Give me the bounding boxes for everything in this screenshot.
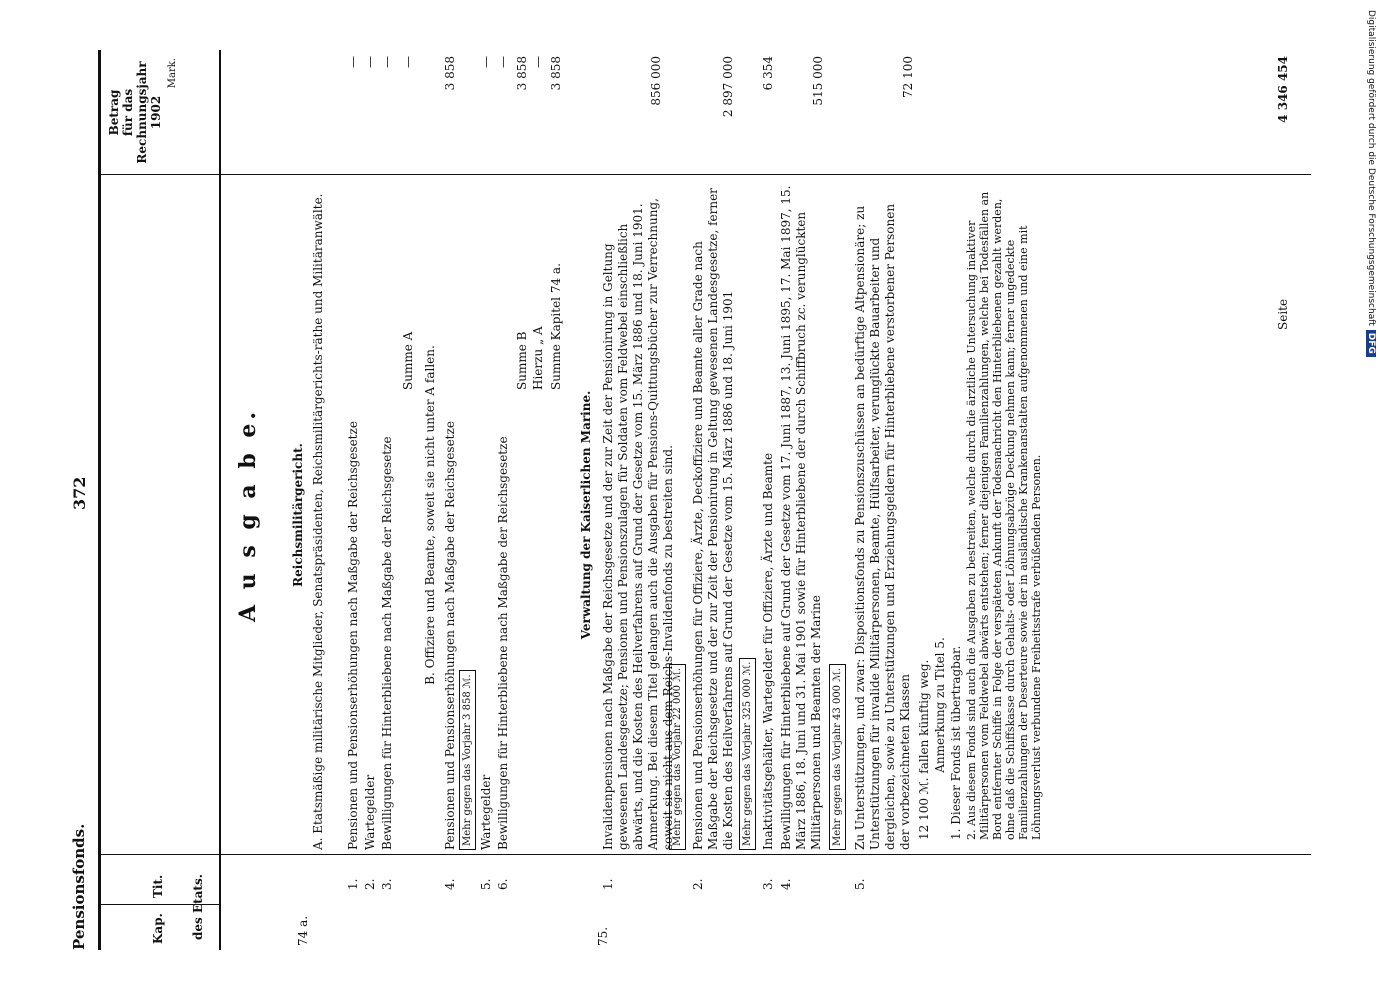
- ledger-table: [98, 50, 1311, 950]
- ledger-row-text: Pensionen und Pensionserhöhungen nach Maßgabe der Reichsgesetze: [346, 421, 360, 850]
- summe-a-label: Summe A: [401, 331, 415, 390]
- tit-number: 2.: [691, 878, 705, 890]
- running-header: Pensionsfonds.: [70, 823, 88, 950]
- tit-number: 4.: [779, 878, 793, 890]
- anmerkung-item: 1. Dieser Fonds ist übertragbar.: [949, 645, 963, 840]
- kap-tit-header: [101, 855, 221, 950]
- summe-b-label: Summe B: [515, 331, 529, 390]
- tit-number: 2.: [363, 878, 377, 890]
- dfg-note: Digitalisierung gefördert durch die Deutsche Forschungsgemeinschaft: [1366, 10, 1376, 326]
- description-header: [101, 175, 221, 855]
- amount-header-year: 1902: [149, 95, 163, 130]
- tit-number: 3.: [380, 878, 394, 890]
- divider: [101, 854, 1311, 855]
- amount-unit: Mark.: [167, 58, 178, 89]
- ledger-row-text: Invalidenpensionen nach Maßgabe der Reichsgesetze und der zur Zeit der Pensionirung in Geltung gewesenen Landesgesetze; Pensionen und Pensionszulagen für Soldaten vom Feldwebel einschließlich abwärts, und die Kosten des Heilverfahrens auf Grund der Gesetze vom 15. März 1886 und 18. Juni 1901. Anmerkung. Bei diesem Titel gelangen auch die Ausgaben für Pensions-Quittungsbücher zur Verrechnung, soweit sie nicht aus dem Reichs-Invalidenfonds zu bestreiten sind.: [601, 198, 675, 850]
- seite-label: Seite: [1276, 298, 1290, 330]
- section-74a-heading: Reichsmilitärgericht.: [291, 443, 305, 587]
- summe-a-amount: —: [401, 56, 415, 68]
- dfg-sidebar: [1360, 10, 1378, 430]
- anmerkung-item: 2. Aus diesem Fonds sind auch die Ausgaben zu bestreiten, welche durch die ärztliche Untersuchung inaktiver Militärpersonen vom Feldwebel abwärts entstehen; ferner diejenigen Familienzahlungen, welche bei Todesfällen an Bord entfernter Schiffe in Folge der verspäteten Ankunft der Todesnachricht den Hinterbliebenen gezahlt werden, ohne daß die Schiffskasse durch Gehalts- oder Löhnungsabzüge Deckung nehmen kann; ferner ungedeckte Familienzahlungen der Deserteure sowie der in ausländische Krankenanstalten aufgenommenen und eine mit Löhnungsverlust verbundene Freiheitsstrafe verbüßenden Personen.: [965, 191, 1043, 840]
- ledger-note: Mehr gegen das Vorjahr 22 000 ℳ.: [669, 664, 686, 850]
- ledger-row-amount: 856 000: [649, 56, 663, 106]
- kap-75: 75.: [596, 926, 610, 946]
- tit-number: 1.: [601, 878, 615, 890]
- des-etats-header: des Etats.: [191, 874, 205, 940]
- ledger-row-text: Pensionen und Pensionserhöhungen nach Maßgabe der Reichsgesetze: [443, 421, 457, 850]
- tit-number: 5.: [853, 878, 867, 890]
- dfg-text-wrap: [1366, 10, 1376, 357]
- rotated-ledger: [70, 50, 1310, 950]
- ledger-note: 12 100 ℳ. fallen künftig weg.: [917, 659, 931, 840]
- hierzu-label: Hierzu „ A: [531, 326, 545, 390]
- ledger-note: Mehr gegen das Vorjahr 3 858 ℳ.: [459, 670, 476, 850]
- ledger-row-text: Bewilligungen für Hinterbliebene nach Maßgabe der Reichsgesetze: [496, 436, 510, 850]
- seite-amount: 4 346 454: [1276, 56, 1290, 123]
- tit-number: 1.: [346, 878, 360, 890]
- dfg-logo: DFG: [1366, 330, 1376, 357]
- ledger-row-amount: 2 897 000: [721, 56, 735, 118]
- ledger-row-text: Wartegelder: [363, 774, 377, 850]
- kap-74a: 74 a.: [296, 915, 310, 946]
- ledger-row-text: Pensionen und Pensionserhöhungen für Offiziere, Ärzte, Deckoffiziere und Beamte aller Grade nach Maßgabe der Reichsgesetze und der zur Zeit der Pensionirung in Geltung gewesenen Landesgesetze, ferner die Kosten des Heilverfahrens auf Grund der Gesetze vom 15. März 1886 und 18. Juni 1901: [691, 188, 735, 850]
- ledger-row-text: Zu Unterstützungen, und zwar: Dispositionsfonds zu Pensionszuschüssen an bedürftige Altpensionäre; zu Unterstützungen für invalide Militärpersonen, Beamte, Hülfsarbeiter, verunglückte Bauarbeiter und dergleichen, sowie zu Unterstützungen und Erziehungsgeldern für Hinterbliebene verstorbener Personen der vorbezeichneten Klassen: [853, 203, 912, 850]
- summe-kap-label: Summe Kapitel 74 a.: [549, 263, 563, 390]
- ledger-row-text: Inaktivitätsgehälter, Wartegelder für Offiziere, Ärzte und Beamte: [761, 452, 775, 850]
- ledger-row-amount: —: [346, 56, 360, 68]
- ledger-row-amount: —: [363, 56, 377, 68]
- ledger-row-amount: 515 000: [811, 56, 825, 106]
- section-74a-a-heading: A. Etatsmäßige militärische Mitglieder, Senatspräsidenten, Reichsmilitärgerichts-räthe und Militäranwälte.: [311, 193, 325, 850]
- ledger-row-amount: 72 100: [901, 56, 915, 98]
- anmerkung-title: Anmerkung zu Titel 5.: [933, 637, 947, 773]
- ledger-note: Mehr gegen das Vorjahr 325 000 ℳ.: [739, 658, 756, 850]
- section-74a-b-heading: B. Offiziere und Beamte, soweit sie nicht unter A fallen.: [423, 345, 437, 685]
- ledger-row-text: Bewilligungen für Hinterbliebene auf Grund der Gesetze vom 17. Juni 1887, 13. Juni 1895, 17. Mai 1897, 15. März 1886, 18. Juni und 31. Mai 1901 sowie für Hinterbliebene der durch Schiffbruch zc. verunglückten Militärpersonen und Beamten der Marine: [779, 185, 823, 850]
- ledger-row-text: Bewilligungen für Hinterbliebene nach Maßgabe der Reichsgesetze: [380, 436, 394, 850]
- summe-b-amount: 3 858: [515, 56, 529, 91]
- kap-header: Kap.: [151, 913, 165, 944]
- tit-number: 3.: [761, 878, 775, 890]
- divider: [101, 904, 219, 905]
- section-75-heading: Verwaltung der Kaiserlichen Marine.: [579, 390, 593, 640]
- ledger-note: Mehr gegen das Vorjahr 43 000 ℳ.: [829, 664, 846, 850]
- ledger-row-amount: —: [479, 56, 493, 68]
- divider: [101, 174, 1311, 175]
- page-number: 372: [70, 476, 89, 510]
- tit-number: 4.: [443, 878, 457, 890]
- ledger-row-amount: —: [496, 56, 510, 68]
- ledger-row-amount: 3 858: [443, 56, 457, 91]
- hierzu-amount: —: [531, 56, 545, 68]
- summe-kap-amount: 3 858: [549, 56, 563, 91]
- page-title: A u s g a b e.: [235, 407, 261, 623]
- tit-number: 6.: [496, 878, 510, 890]
- amount-header-line3: Rechnungsjahr: [135, 61, 149, 164]
- ledger-row-amount: —: [380, 56, 394, 68]
- ledger-row-text: Wartegelder: [479, 774, 493, 850]
- amount-header: [101, 50, 221, 175]
- tit-header: Tit.: [151, 874, 165, 898]
- amount-header-line1: Betrag: [107, 89, 121, 136]
- ledger-row-amount: 6 354: [761, 56, 775, 91]
- tit-number: 5.: [479, 878, 493, 890]
- amount-header-line2: für das: [121, 88, 135, 137]
